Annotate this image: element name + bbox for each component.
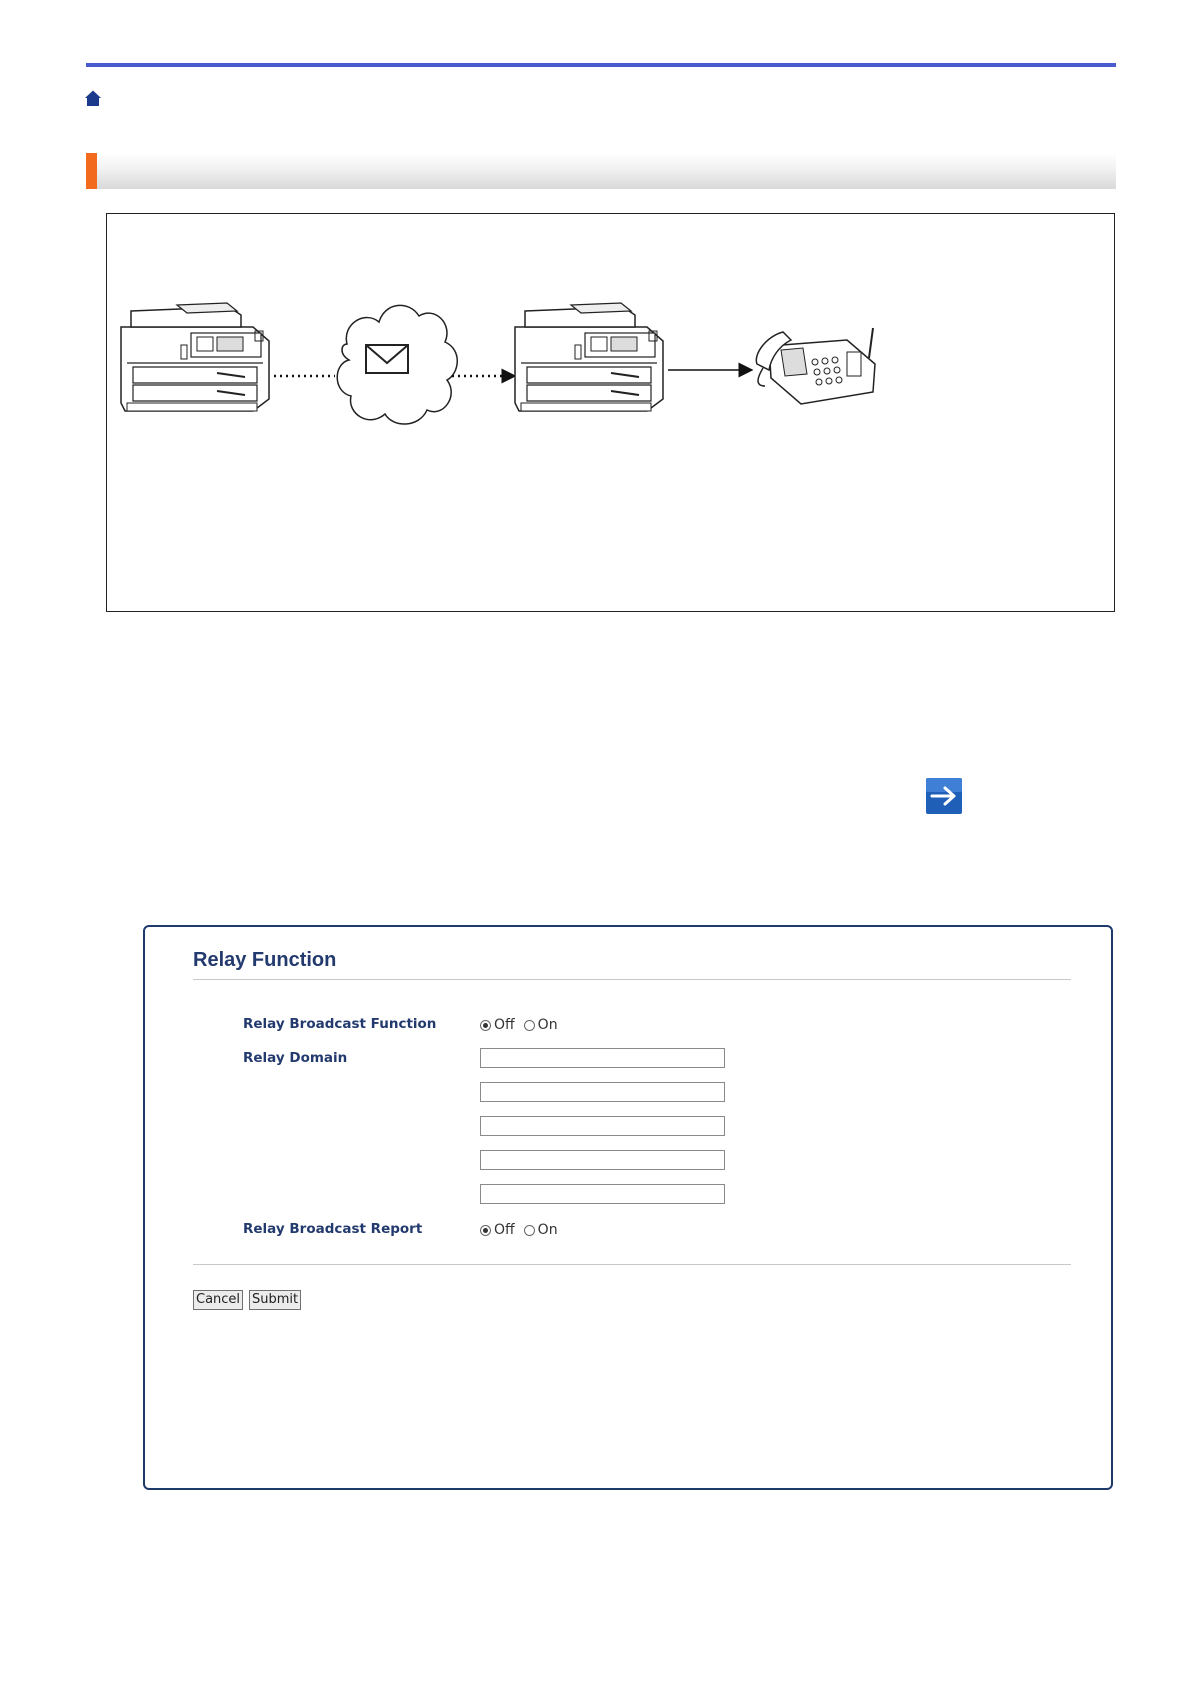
off-option-label: Off	[494, 1017, 515, 1033]
panel-title: Relay Function	[193, 949, 337, 971]
title-divider	[193, 979, 1071, 980]
relay-diagram	[106, 213, 1115, 612]
arrow-right-icon[interactable]	[926, 778, 962, 814]
relay-broadcast-function-label: Relay Broadcast Function	[243, 1016, 437, 1032]
relay-domain-field-1[interactable]	[480, 1048, 725, 1068]
relay-domain-label: Relay Domain	[243, 1050, 348, 1066]
relay-domain-field-5[interactable]	[480, 1184, 725, 1204]
relay-broadcast-report-radio-group	[480, 1221, 567, 1239]
email-cloud-icon	[337, 305, 457, 424]
printer-icon	[121, 303, 269, 411]
relay-broadcast-function-off-radio[interactable]	[480, 1020, 491, 1031]
fax-machine-icon	[756, 328, 875, 404]
relay-broadcast-report-on-radio[interactable]	[524, 1225, 535, 1236]
home-icon[interactable]	[84, 89, 102, 107]
cancel-button[interactable]: Cancel	[193, 1290, 243, 1310]
section-accent	[86, 153, 97, 189]
printer-icon	[515, 303, 663, 411]
relay-broadcast-report-off-radio[interactable]	[480, 1225, 491, 1236]
relay-function-panel	[143, 925, 1113, 1490]
top-rule	[86, 63, 1116, 67]
form-footer-divider	[193, 1264, 1071, 1265]
relay-domain-field-2[interactable]	[480, 1082, 725, 1102]
on-option-label: On	[537, 1222, 558, 1238]
relay-domain-field-4[interactable]	[480, 1150, 725, 1170]
relay-broadcast-report-label: Relay Broadcast Report	[243, 1221, 423, 1237]
submit-button[interactable]: Submit	[249, 1290, 301, 1310]
off-option-label: Off	[494, 1222, 515, 1238]
relay-broadcast-function-radio-group	[480, 1016, 567, 1034]
relay-domain-field-3[interactable]	[480, 1116, 725, 1136]
section-heading-bar	[86, 153, 1116, 189]
relay-broadcast-function-on-radio[interactable]	[524, 1020, 535, 1031]
on-option-label: On	[537, 1017, 558, 1033]
